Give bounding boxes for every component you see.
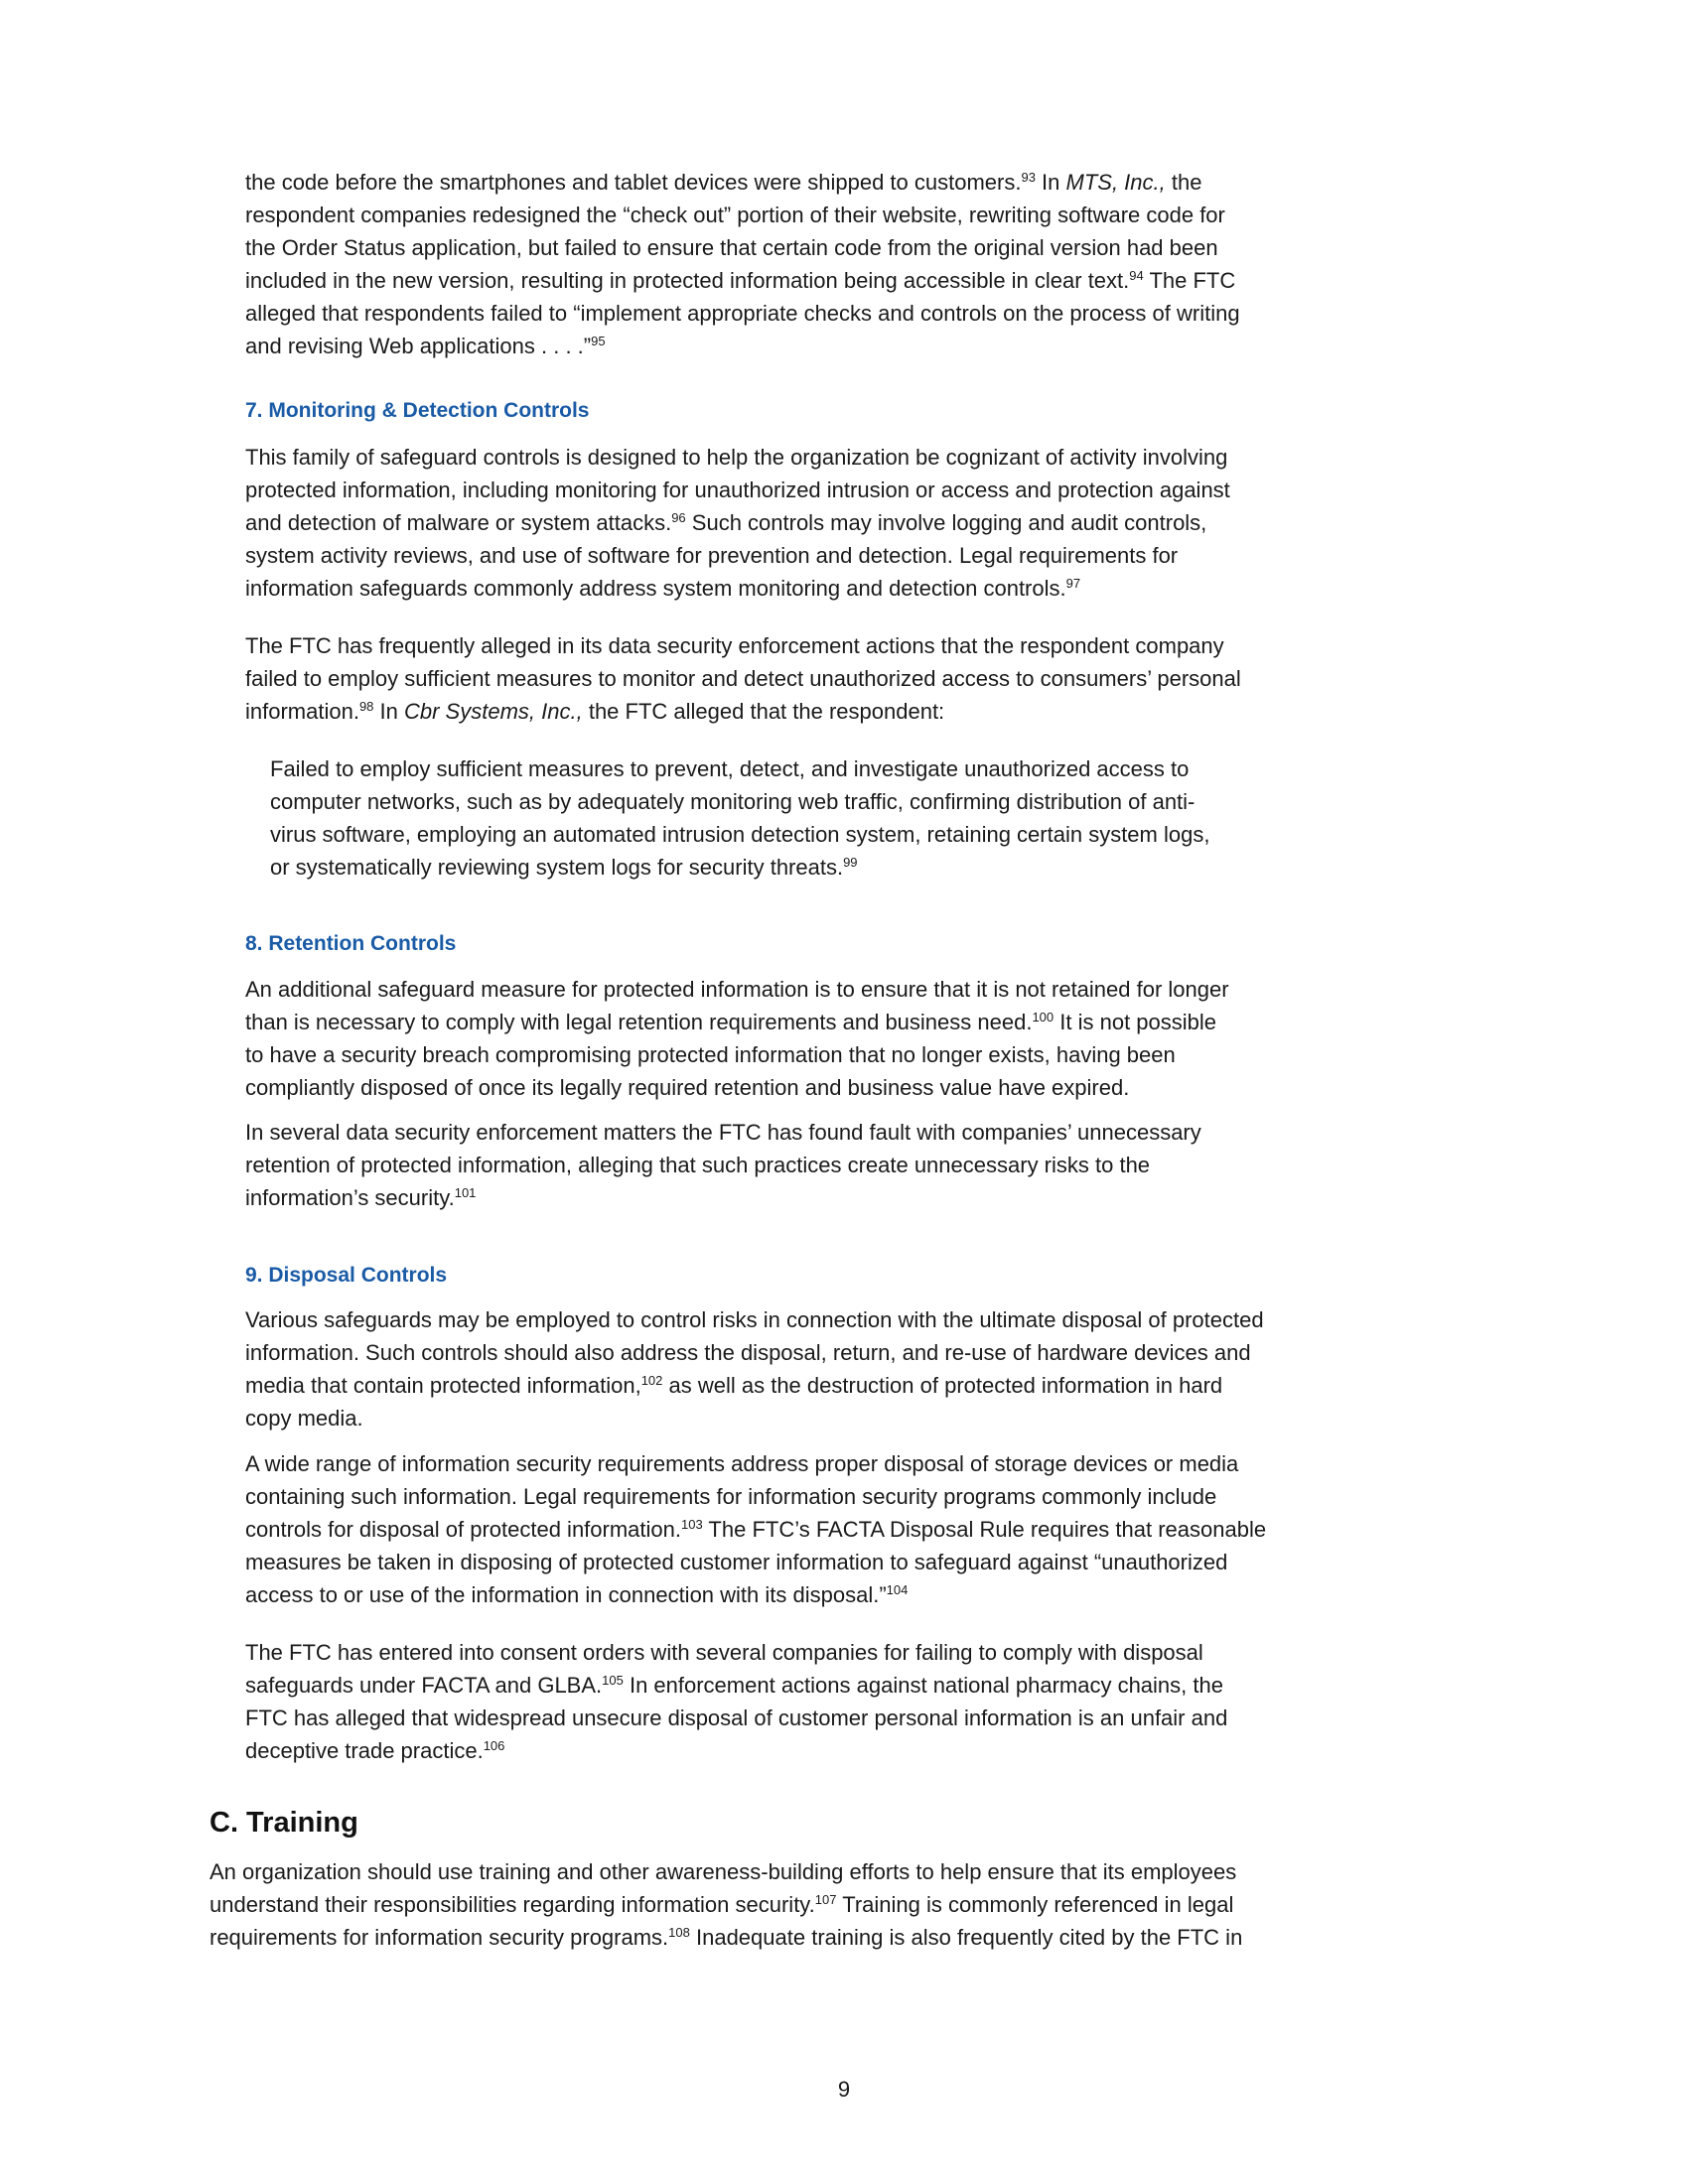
heading-disposal: 9. Disposal Controls: [245, 1264, 448, 1287]
text-line: [245, 1181, 1556, 1214]
text-segment: In: [373, 699, 404, 724]
text-segment: controls for disposal of protected information.: [245, 1517, 682, 1542]
paragraph-order-status: [245, 166, 1556, 362]
text-line: [245, 1546, 1556, 1578]
text-segment: information safeguards commonly address system monitoring and detection controls.: [245, 576, 1066, 601]
footnote-ref: 94: [1129, 268, 1144, 283]
text-line: [245, 1369, 1556, 1402]
text-segment: system activity reviews, and use of software for prevention and detection. Legal requirements for: [245, 543, 1179, 568]
text-segment: Various safeguards may be employed to control risks in connection with the ultimate disposal of protected: [245, 1307, 1264, 1332]
text-line: [245, 1734, 1556, 1767]
text-segment: Such controls may involve logging and audit controls,: [685, 510, 1207, 535]
footnote-ref: 104: [886, 1582, 909, 1597]
text-segment: FTC has alleged that widespread unsecure disposal of customer personal information is an unfair and: [245, 1706, 1228, 1730]
text-segment: included in the new version, resulting in protected information being accessible in clear text.: [245, 268, 1130, 293]
text-line: [245, 1702, 1556, 1734]
text-line: [245, 1038, 1556, 1071]
text-line: [245, 1402, 1556, 1434]
text-line: [245, 264, 1556, 297]
text-line: [245, 474, 1556, 506]
text-segment: alleged that respondents failed to “implement appropriate checks and controls on the process of writing: [245, 301, 1240, 326]
case-name: MTS, Inc.,: [1065, 170, 1166, 195]
text-segment: Failed to employ sufficient measures to prevent, detect, and investigate unauthorized access to: [270, 756, 1190, 781]
text-line: [245, 1336, 1556, 1369]
text-segment: as well as the destruction of protected information in hard: [662, 1373, 1223, 1398]
text-segment: information. Such controls should also address the disposal, return, and re-use of hardware devices and: [245, 1340, 1251, 1365]
footnote-ref: 106: [483, 1738, 505, 1753]
text-line: [245, 166, 1556, 199]
text-line: [245, 1513, 1556, 1546]
text-line: [245, 1447, 1556, 1480]
text-segment: and detection of malware or system attacks.: [245, 510, 672, 535]
text-segment: or systematically reviewing system logs for security threats.: [270, 855, 844, 880]
footnote-ref: 105: [602, 1673, 624, 1688]
text-segment: respondent companies redesigned the “check out” portion of their website, rewriting software code for: [245, 203, 1225, 227]
text-segment: The FTC has frequently alleged in its data security enforcement actions that the respondent company: [245, 633, 1224, 658]
text-segment: Training is commonly referenced in legal: [836, 1892, 1234, 1917]
text-line: [245, 506, 1556, 539]
text-segment: access to or use of the information in connection with its disposal.”: [245, 1582, 887, 1607]
text-line: [245, 662, 1556, 695]
footnote-ref: 93: [1021, 170, 1036, 185]
text-line: [245, 1669, 1556, 1702]
text-segment: virus software, employing an automated intrusion detection system, retaining certain system logs,: [270, 822, 1210, 847]
text-segment: An additional safeguard measure for protected information is to ensure that it is not retained for longer: [245, 977, 1229, 1002]
text-segment: compliantly disposed of once its legally required retention and business value have expired.: [245, 1075, 1130, 1100]
text-line: [245, 1116, 1556, 1149]
text-line: [270, 752, 1581, 785]
text-line: [245, 1071, 1556, 1104]
text-line: [245, 1006, 1556, 1038]
case-name: Cbr Systems, Inc.,: [404, 699, 583, 724]
footnote-ref: 99: [843, 855, 858, 870]
text-line: [245, 539, 1556, 572]
text-segment: The FTC has entered into consent orders with several companies for failing to comply with disposal: [245, 1640, 1203, 1665]
text-segment: the: [1165, 170, 1202, 195]
footnote-ref: 98: [358, 699, 374, 714]
paragraph-retention-intro: [245, 973, 1556, 1104]
text-segment: and revising Web applications . . . .”: [245, 334, 592, 358]
text-line: [210, 1888, 1560, 1921]
text-segment: In: [1035, 170, 1066, 195]
text-line: [245, 199, 1556, 231]
heading-training: C. Training: [210, 1807, 358, 1839]
text-segment: In several data security enforcement matters the FTC has found fault with companies’ unnecessary: [245, 1120, 1201, 1145]
text-segment: protected information, including monitoring for unauthorized intrusion or access and protection against: [245, 478, 1230, 502]
text-segment: than is necessary to comply with legal retention requirements and business need.: [245, 1010, 1033, 1034]
text-segment: copy media.: [245, 1406, 363, 1431]
text-line: [245, 297, 1556, 330]
text-segment: the Order Status application, but failed to ensure that certain code from the original version had been: [245, 235, 1218, 260]
paragraph-disposal-ftc: [245, 1636, 1556, 1767]
footnote-ref: 102: [640, 1373, 663, 1388]
text-segment: requirements for information security programs.: [210, 1925, 669, 1950]
text-line: [245, 1578, 1556, 1611]
text-segment: A wide range of information security requirements address proper disposal of storage devices or media: [245, 1451, 1239, 1476]
text-segment: computer networks, such as by adequately monitoring web traffic, confirming distribution of anti-: [270, 789, 1196, 814]
text-line: [245, 572, 1556, 605]
text-line: [245, 695, 1556, 728]
text-line: [245, 973, 1556, 1006]
text-segment: the FTC alleged that the respondent:: [582, 699, 945, 724]
text-segment: the code before the smartphones and tablet devices were shipped to customers.: [245, 170, 1022, 195]
heading-monitoring-detection: 7. Monitoring & Detection Controls: [245, 399, 590, 422]
footnote-ref: 95: [591, 334, 606, 348]
heading-retention: 8. Retention Controls: [245, 932, 457, 955]
paragraph-training: [210, 1855, 1560, 1954]
text-line: [245, 1149, 1556, 1181]
text-segment: failed to employ sufficient measures to monitor and detect unauthorized access to consumers’ personal: [245, 666, 1241, 691]
footnote-ref: 108: [668, 1925, 690, 1940]
paragraph-disposal-intro: [245, 1303, 1556, 1434]
text-line: [245, 629, 1556, 662]
text-line: [245, 330, 1556, 362]
footnote-ref: 97: [1065, 576, 1081, 591]
paragraph-retention-ftc: [245, 1116, 1556, 1214]
footnote-ref: 107: [814, 1892, 837, 1907]
page-number: 9: [837, 2077, 851, 2102]
text-segment: Inadequate training is also frequently cited by the FTC in: [689, 1925, 1243, 1950]
paragraph-ftc-monitoring: [245, 629, 1556, 728]
footnote-ref: 100: [1032, 1010, 1055, 1024]
text-line: [245, 1636, 1556, 1669]
text-line: [270, 785, 1581, 818]
text-segment: deceptive trade practice.: [245, 1738, 484, 1763]
text-line: [270, 851, 1581, 884]
text-line: [270, 818, 1581, 851]
text-segment: In enforcement actions against national pharmacy chains, the: [623, 1673, 1223, 1698]
paragraph-disposal-requirements: [245, 1447, 1556, 1611]
text-segment: The FTC’s FACTA Disposal Rule requires that reasonable: [702, 1517, 1267, 1542]
text-segment: An organization should use training and other awareness-building efforts to help ensure that its employees: [210, 1859, 1237, 1884]
text-segment: understand their responsibilities regarding information security.: [210, 1892, 815, 1917]
text-segment: safeguards under FACTA and GLBA.: [245, 1673, 603, 1698]
text-line: [210, 1921, 1560, 1954]
text-segment: media that contain protected information,: [245, 1373, 641, 1398]
footnote-ref: 96: [671, 510, 686, 525]
footnote-ref: 101: [454, 1185, 477, 1200]
text-line: [245, 441, 1556, 474]
paragraph-monitoring-intro: [245, 441, 1556, 605]
text-segment: retention of protected information, alleging that such practices create unnecessary risks to the: [245, 1153, 1151, 1177]
text-segment: This family of safeguard controls is designed to help the organization be cognizant of activity involving: [245, 445, 1228, 470]
blockquote-cbr-systems: [270, 752, 1581, 884]
text-line: [245, 1303, 1556, 1336]
text-line: [245, 1480, 1556, 1513]
text-segment: The FTC: [1143, 268, 1236, 293]
text-segment: measures be taken in disposing of protected customer information to safeguard against “unauthorized: [245, 1550, 1228, 1574]
footnote-ref: 103: [681, 1517, 703, 1532]
text-segment: containing such information. Legal requirements for information security programs commonly include: [245, 1484, 1217, 1509]
text-segment: information’s security.: [245, 1185, 455, 1210]
text-line: [210, 1855, 1560, 1888]
text-segment: information.: [245, 699, 359, 724]
text-line: [245, 231, 1556, 264]
text-segment: to have a security breach compromising protected information that no longer exists, having been: [245, 1042, 1176, 1067]
text-segment: It is not possible: [1054, 1010, 1217, 1034]
